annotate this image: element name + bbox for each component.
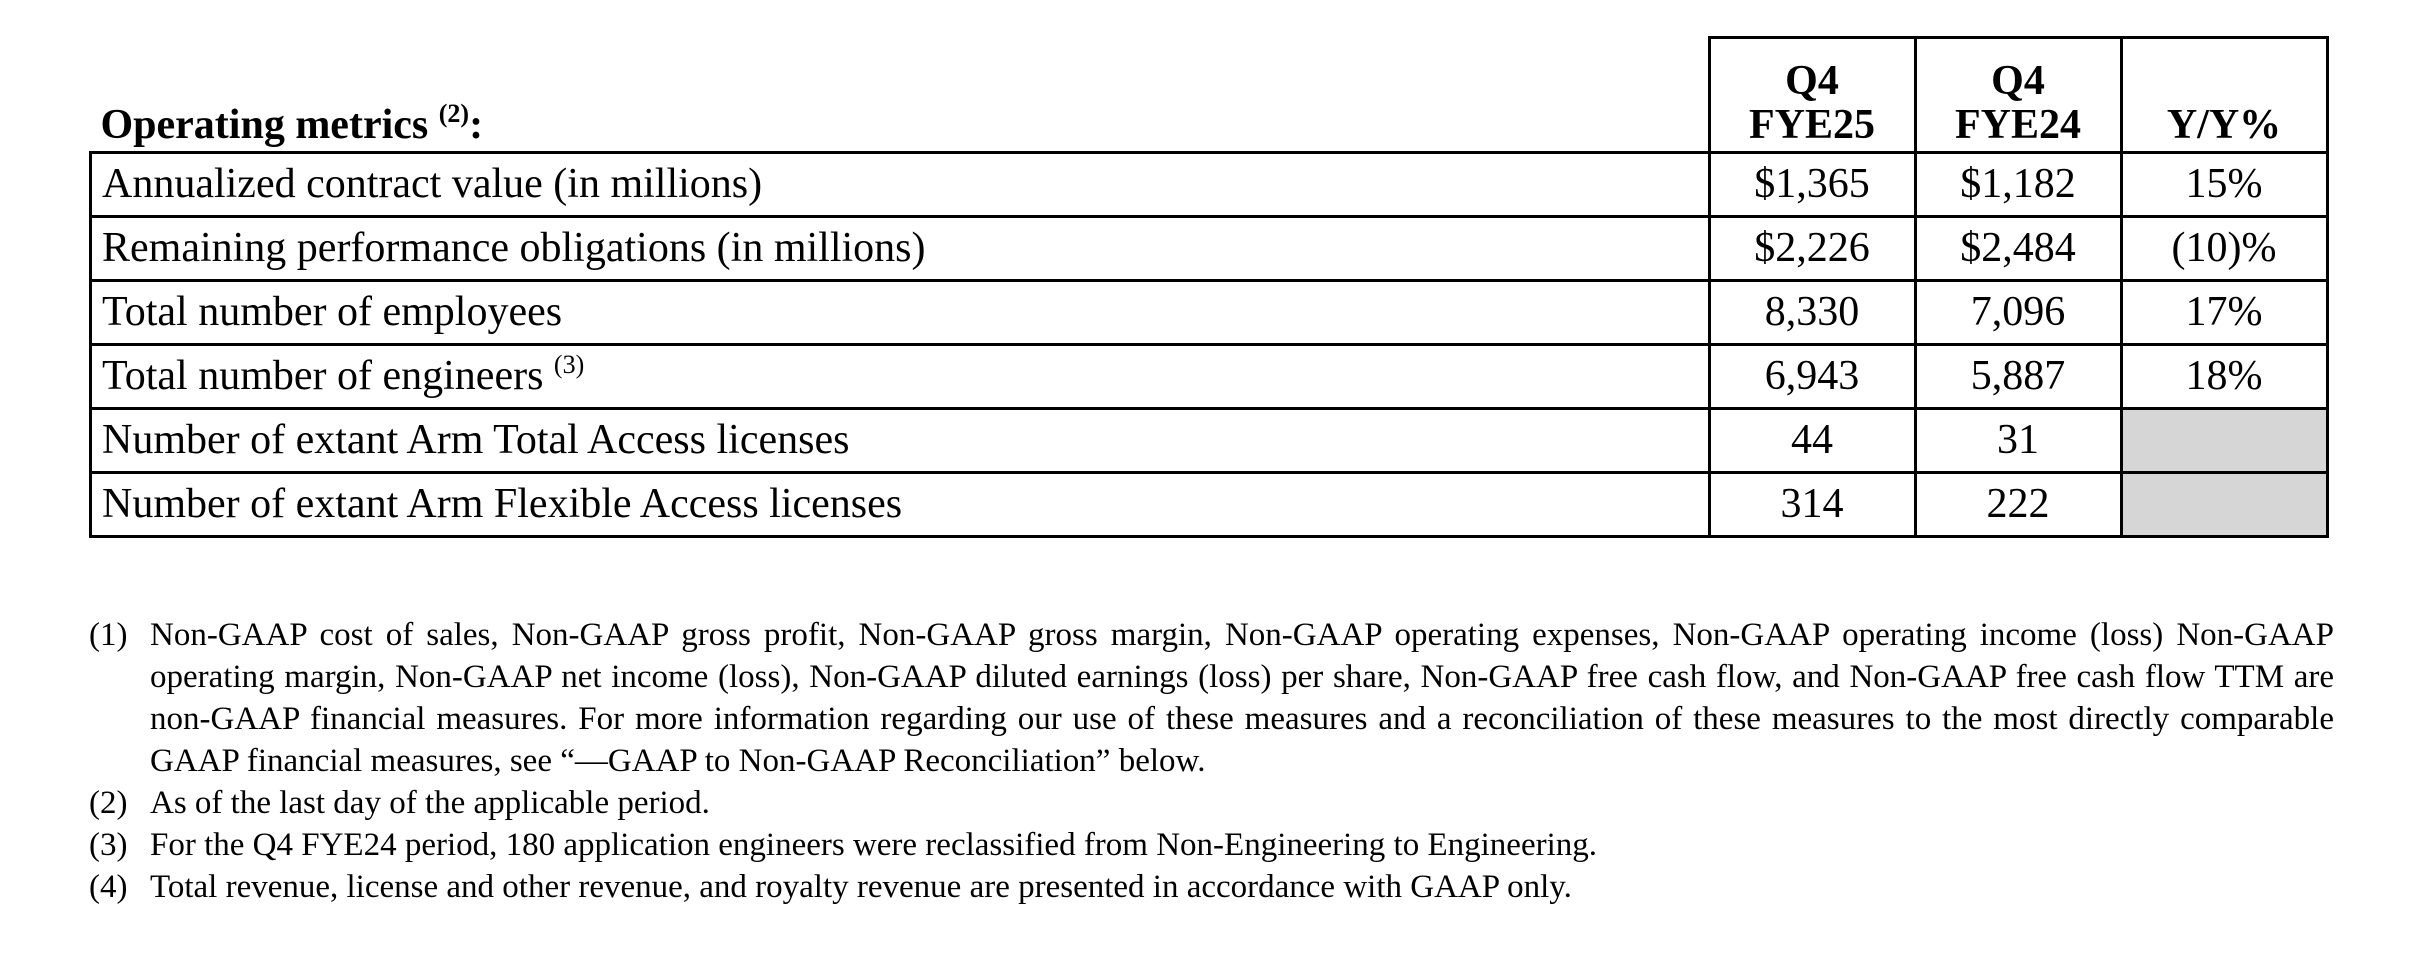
- column-header-yoy: Y/Y%: [2121, 38, 2327, 153]
- cell-fye25: 44: [1709, 409, 1915, 473]
- cell-yoy: 18%: [2121, 345, 2327, 409]
- footnote-number: (2): [89, 785, 128, 821]
- footnote-text: Total revenue, license and other revenue, and royalty revenue are presented in accordance with GAAP only.: [150, 869, 1572, 905]
- row-label: Total number of engineers $^{(3)}$: [91, 345, 1710, 409]
- footnote: [89, 614, 2334, 782]
- row-label: Remaining performance obligations (in millions): [91, 217, 1710, 281]
- cell-fye25: 6,943: [1709, 345, 1915, 409]
- row-label: Total number of employees: [91, 281, 1710, 345]
- cell-yoy: (10)%: [2121, 217, 2327, 281]
- footnote: [89, 824, 2334, 866]
- column-header-q4-fye24: Q4 FYE24: [1915, 38, 2121, 153]
- table-row: [91, 473, 2328, 537]
- cell-fye24: 5,887: [1915, 345, 2121, 409]
- table-row: [91, 281, 2328, 345]
- table-row: [91, 345, 2328, 409]
- cell-yoy-empty: [2121, 473, 2327, 537]
- footnote: [89, 782, 2334, 824]
- table-title: Operating metrics $^{(2)}$:: [100, 98, 484, 148]
- footnote-number: (3): [89, 827, 128, 863]
- cell-fye24: 222: [1915, 473, 2121, 537]
- cell-fye24: 7,096: [1915, 281, 2121, 345]
- cell-fye25: $1,365: [1709, 153, 1915, 217]
- cell-fye25: $2,226: [1709, 217, 1915, 281]
- footnotes: [89, 614, 2334, 908]
- column-header-q4-fye25: Q4 FYE25: [1709, 38, 1915, 153]
- table-row: [91, 153, 2328, 217]
- table-row: [91, 409, 2328, 473]
- title-footnote-ref: (2): [438, 98, 470, 128]
- cell-yoy: 15%: [2121, 153, 2327, 217]
- cell-fye25: 314: [1709, 473, 1915, 537]
- cell-fye24: $2,484: [1915, 217, 2121, 281]
- footnote-text: For the Q4 FYE24 period, 180 application engineers were reclassified from Non-Engineering to Engineering.: [150, 827, 1598, 863]
- cell-fye24: 31: [1915, 409, 2121, 473]
- cell-yoy-empty: [2121, 409, 2327, 473]
- engineers-footnote-ref: (3): [553, 350, 585, 380]
- operating-metrics-table: [89, 36, 2329, 538]
- cell-fye24: $1,182: [1915, 153, 2121, 217]
- cell-fye25: 8,330: [1709, 281, 1915, 345]
- row-label: Number of extant Arm Total Access licenses: [91, 409, 1710, 473]
- footnote-number: (1): [89, 617, 128, 653]
- footnote-number: (4): [89, 869, 128, 905]
- header-row: [91, 38, 2328, 153]
- footnote-text: As of the last day of the applicable period.: [150, 785, 710, 821]
- table-row: [91, 217, 2328, 281]
- row-label: Number of extant Arm Flexible Access licenses: [91, 473, 1710, 537]
- footnote-text: Non-GAAP cost of sales, Non-GAAP gross profit, Non-GAAP gross margin, Non-GAAP operating expenses, Non-GAAP operating income (loss) Non-GAAP operating margin, Non-GAAP net income (loss), Non-GAAP diluted earnings (loss) per share, Non-GAAP free cash flow, and Non-GAAP free cash flow TTM are non-GAAP financial measures. For more information regarding our use of these measures and a reconciliation of these measures to the most directly comparable GAAP financial measures, see “—GAAP to Non-GAAP Reconciliation” below.: [150, 617, 2334, 779]
- footnote: [89, 866, 2334, 908]
- row-label: Annualized contract value (in millions): [91, 153, 1710, 217]
- cell-yoy: 17%: [2121, 281, 2327, 345]
